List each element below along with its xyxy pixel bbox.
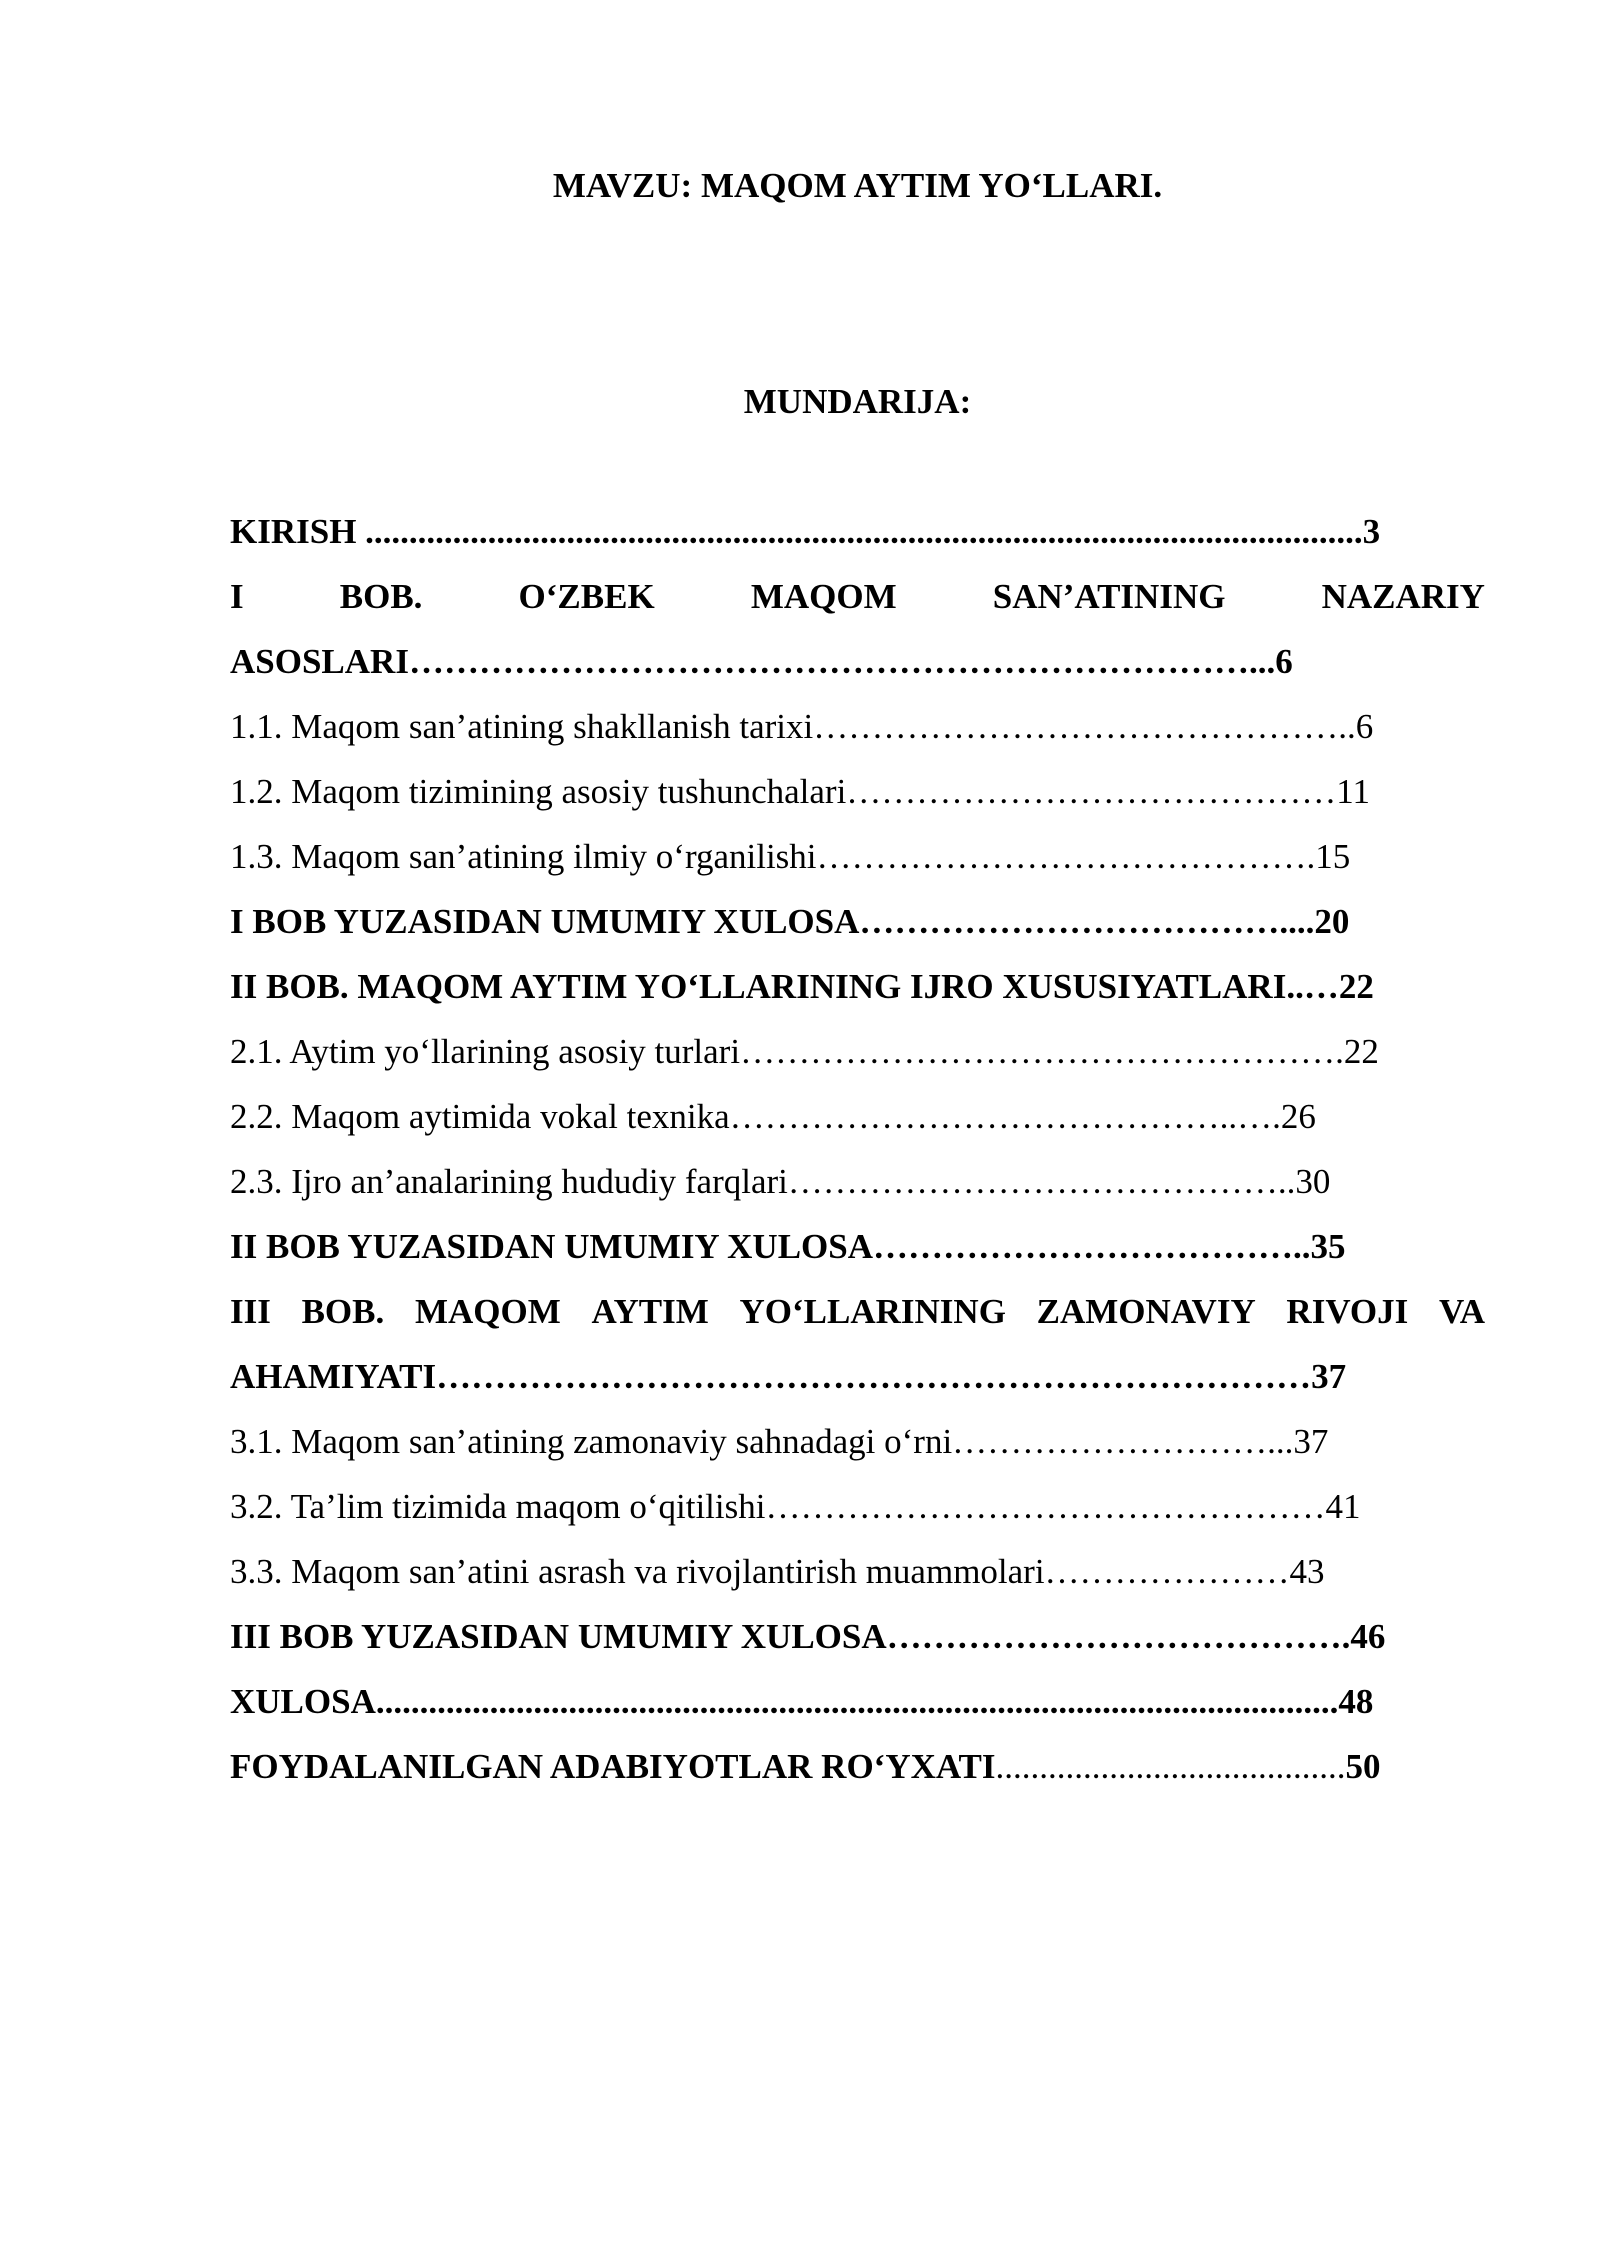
toc-word: AYTIM bbox=[591, 1292, 709, 1331]
toc-word: I bbox=[230, 577, 244, 616]
toc-entry-xulosa: XULOSA..............................................................................................................48 bbox=[230, 1682, 1374, 1721]
toc-entry-bob1-line1 bbox=[230, 571, 1485, 623]
toc-entry-bob3-line2: AHAMIYATI…………………………………………………………………37 bbox=[230, 1357, 1347, 1396]
toc-entry-bob2-xulosa: II BOB YUZASIDAN UMUMIY XULOSA………………………………..35 bbox=[230, 1227, 1346, 1266]
toc-entry-bob1-xulosa: I BOB YUZASIDAN UMUMIY XULOSA………………………………....20 bbox=[230, 902, 1350, 941]
toc-entry-adabiyotlar bbox=[230, 1741, 1485, 1793]
toc-entry-1-2: 1.2. Maqom tizimining asosiy tushunchalari……………………………………11 bbox=[230, 772, 1371, 811]
toc-entry-bob3-line1 bbox=[230, 1286, 1485, 1338]
toc-entry-3-2: 3.2. Ta’lim tizimida maqom o‘qitilishi…………………………………………41 bbox=[230, 1487, 1361, 1526]
toc-entry-adabiyotlar-dots: ........................................ bbox=[995, 1747, 1346, 1786]
toc-word: SAN’ATINING bbox=[992, 577, 1226, 616]
toc-entry-2-2: 2.2. Maqom aytimida vokal texnika……………………………………..….26 bbox=[230, 1097, 1316, 1136]
toc-entry-bob2: II BOB. MAQOM AYTIM YO‘LLARINING IJRO XUSUSIYATLARI..…22 bbox=[230, 967, 1374, 1006]
toc-word: BOB. bbox=[339, 577, 423, 616]
toc-word: VA bbox=[1438, 1292, 1485, 1331]
toc-word: MAQOM bbox=[414, 1292, 561, 1331]
toc-word: III bbox=[230, 1292, 271, 1331]
toc-entry-3-3: 3.3. Maqom san’atini asrash va rivojlantirish muammolari…………………43 bbox=[230, 1552, 1325, 1591]
toc-word: MAQOM bbox=[750, 577, 897, 616]
toc-word: YO‘LLARINING bbox=[739, 1292, 1006, 1331]
toc-word: NAZARIY bbox=[1321, 577, 1485, 616]
document-title: MAVZU: MAQOM AYTIM YO‘LLARI. bbox=[552, 166, 1163, 205]
toc-word: ZAMONAVIY bbox=[1036, 1292, 1256, 1331]
toc-entry-bob1-line2: ASOSLARI………………………………………………………………...6 bbox=[230, 642, 1293, 681]
toc-entry-kirish: KIRISH ..................................................................................................................3 bbox=[230, 512, 1381, 551]
toc-entry-1-1: 1.1. Maqom san’atining shakllanish tarixi………………………………………..6 bbox=[230, 707, 1374, 746]
toc-word: O‘ZBEK bbox=[518, 577, 655, 616]
toc-entry-2-1: 2.1. Aytim yo‘llarining asosiy turlari…………………………………………….22 bbox=[230, 1032, 1379, 1071]
toc-heading: MUNDARIJA: bbox=[743, 382, 972, 421]
toc-word: BOB. bbox=[301, 1292, 385, 1331]
toc-entry-1-3: 1.3. Maqom san’atining ilmiy o‘rganilishi…………………………………….15 bbox=[230, 837, 1351, 876]
toc-word: RIVOJI bbox=[1286, 1292, 1409, 1331]
toc-entry-3-1: 3.1. Maqom san’atining zamonaviy sahnadagi o‘rni………………………...37 bbox=[230, 1422, 1329, 1461]
toc-entry-bob3-xulosa: III BOB YUZASIDAN UMUMIY XULOSA………………………………….46 bbox=[230, 1617, 1386, 1656]
toc-entry-adabiyotlar-page: 50 bbox=[1345, 1747, 1381, 1786]
toc-entry-2-3: 2.3. Ijro an’analarining hududiy farqlari……………………………………..30 bbox=[230, 1162, 1331, 1201]
toc-entry-adabiyotlar-label: FOYDALANILGAN ADABIYOTLAR RO‘YXATI bbox=[230, 1747, 996, 1786]
